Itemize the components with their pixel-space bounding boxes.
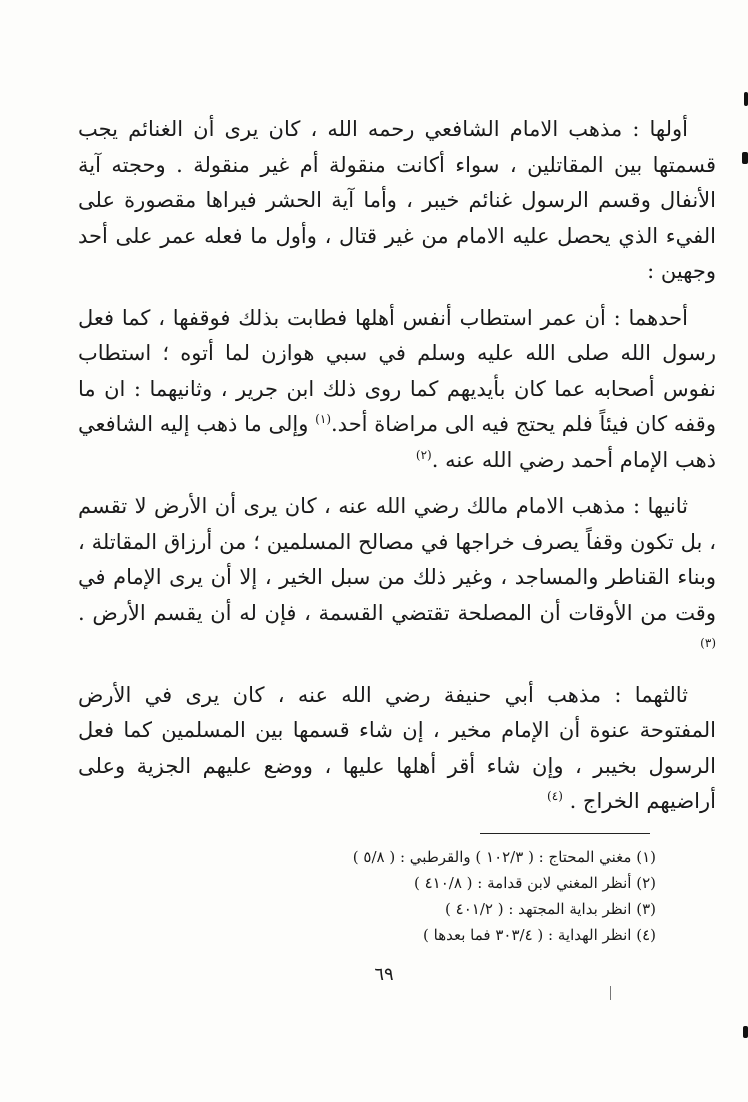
scan-edge-mark bbox=[742, 152, 748, 164]
paragraph-3-text: ثانيها : مذهب الامام مالك رضي الله عنه ، كان يرى أن الأرض لا تقسم ، بل تكون وقفاً يصرف خراجها في مصالح المسلمين ؛ من أرزاق المقاتلة ، وبناء القناطر والمساجد ، وغير ذلك من سبل الخير ، إلا أن يرى الإمام في وقت من الأوقات أن المصلحة تقتضي القسمة ، فإن له أن يقسم الأرض . bbox=[78, 494, 716, 625]
footnote-separator bbox=[480, 833, 650, 834]
paragraph-2 bbox=[78, 301, 716, 479]
paragraph-2-tail: وإلى ما ذهب إليه الشافعي ذهب الإمام أحمد رضي الله عنه . bbox=[78, 412, 716, 472]
page-number: ٦٩ bbox=[374, 964, 394, 985]
paragraph-4-text: ثالثهما : مذهب أبي حنيفة رضي الله عنه ، كان يرى في الأرض المفتوحة عنوة أن الإمام مخير ، إن شاء قسمها بين المسلمين كما فعل الرسول بخيبر ، وإن شاء أقر أهلها عليها ، ووضع عليهم الجزية وعلى أراضيهم الخراج . bbox=[78, 682, 716, 813]
paragraph-2-text: أحدهما : أن عمر استطاب أنفس أهلها فطابت بذلك فوقفها ، كما فعل رسول الله صلى الله عليه وسلم في سبي هوازن لما أتوه ؛ استطاب نفوس أصحابه عما كان بأيديهم كما روى ذلك ابن جرير ، وثانيهما : ان ما وقفه كان فيئاً فلم يحتج فيه الى مراضاة أحد. bbox=[78, 305, 716, 436]
scan-edge-mark bbox=[744, 92, 748, 106]
footnotes bbox=[200, 844, 656, 948]
footnote-ref-1: (١) bbox=[315, 412, 331, 426]
footnote-ref-3: (٣) bbox=[700, 636, 716, 650]
paragraph-1 bbox=[78, 112, 716, 290]
footnote-3: (٣) انظر بداية المجتهد : ( ٤٠١/٢ ) bbox=[445, 900, 656, 918]
footnote-ref-2: (٢) bbox=[415, 447, 432, 462]
scan-speck bbox=[610, 986, 611, 1000]
footnote-4: (٤) انظر الهداية : ( ٣٠٣/٤ فما بعدها ) bbox=[423, 926, 656, 944]
footnote-2: (٢) أنظر المغني لابن قدامة : ( ٤١٠/٨ ) bbox=[414, 874, 656, 892]
paragraph-3 bbox=[78, 489, 716, 667]
main-text bbox=[78, 112, 716, 831]
paragraph-1-text: أولها : مذهب الامام الشافعي رحمه الله ، كان يرى أن الغنائم يجب قسمتها بين المقاتلين ، سواء أكانت منقولة أم غير منقولة . وحجته آية الأنفال وقسم الرسول غنائم خيبر ، وأما آية الحشر فيراها مقصورة على الفيء الذي يحصل عليه الامام من غير قتال ، وأول ما فعله عمر على أحد وجهين : bbox=[78, 117, 716, 283]
footnote-ref-4: (٤) bbox=[547, 789, 563, 803]
footnote-1: (١) مغني المحتاج : ( ١٠٢/٣ ) والقرطبي : ( ٥/٨ ) bbox=[352, 848, 656, 866]
paragraph-4 bbox=[78, 678, 716, 820]
scan-edge-mark bbox=[743, 1026, 748, 1038]
